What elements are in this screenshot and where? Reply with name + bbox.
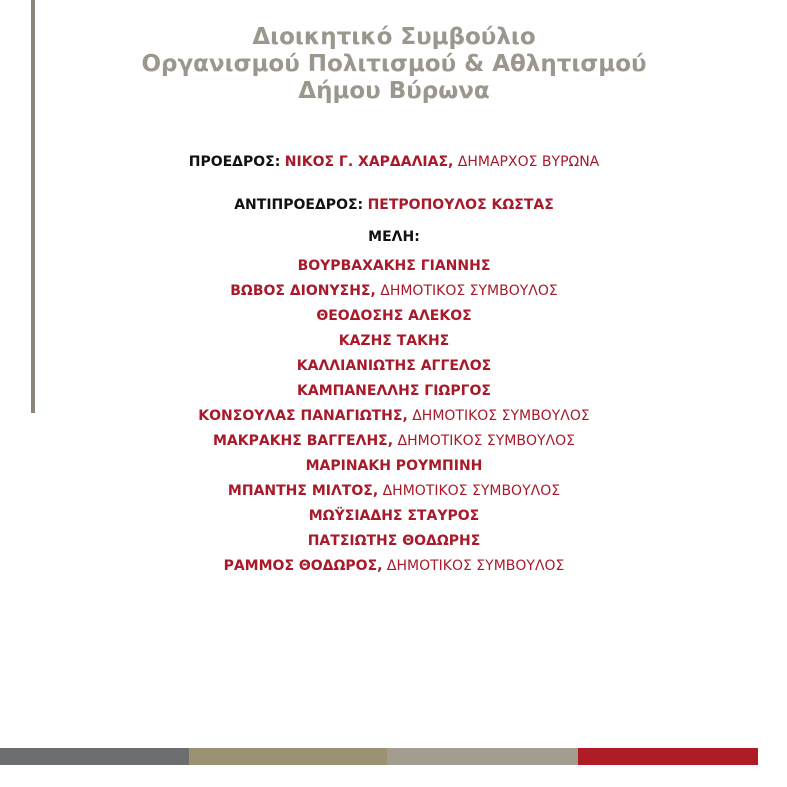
member-role: ΔΗΜΟΤΙΚΟΣ ΣΥΜΒΟΥΛΟΣ	[386, 558, 565, 574]
vice-president-row	[60, 197, 728, 213]
members-heading-row	[60, 229, 728, 245]
members-heading: ΜΕΛΗ:	[368, 229, 420, 245]
member-role: ΔΗΜΟΤΙΚΟΣ ΣΥΜΒΟΥΛΟΣ	[412, 408, 590, 424]
member-name: ΚΑΜΠΑΝΕΛΛΗΣ ΓΙΩΡΓΟΣ	[297, 383, 491, 399]
left-vertical-rule	[31, 0, 35, 413]
member-name: ΚΑΖΗΣ ΤΑΚΗΣ	[338, 333, 450, 349]
member-name: ΒΟΥΡΒΑΧΑΚΗΣ ΓΙΑΝΝΗΣ	[297, 258, 491, 274]
member-name: ΘΕΟΔΟΣΗΣ ΑΛΕΚΟΣ	[316, 308, 472, 324]
list-item	[60, 281, 728, 306]
list-item	[60, 431, 728, 456]
list-item	[60, 331, 728, 356]
title-line-1: Διοικητικό Συμβούλιο	[252, 24, 536, 50]
member-name: ΜΑΡΙΝΑΚΗ ΡΟΥΜΠΙΝΗ	[305, 458, 483, 474]
members-list	[60, 256, 728, 581]
list-item	[60, 256, 728, 281]
member-name: ΜΠΑΝΤΗΣ ΜΙΛΤΟΣ,	[227, 483, 379, 499]
president-name: ΝΙΚΟΣ Γ. ΧΑΡΔΑΛΙΑΣ,	[284, 154, 454, 170]
list-item	[60, 456, 728, 481]
vice-president-name: ΠΕΤΡΟΠΟΥΛΟΣ ΚΩΣΤΑΣ	[367, 197, 554, 213]
member-name: ΒΩΒΟΣ ΔΙΟΝΥΣΗΣ,	[230, 283, 376, 299]
list-item	[60, 356, 728, 381]
footer-bar-segment-taupe	[387, 748, 578, 765]
member-name: ΠΑΤΣΙΩΤΗΣ ΘΟΔΩΡΗΣ	[307, 533, 481, 549]
footer-bar-segment-red	[578, 748, 758, 765]
member-role: ΔΗΜΟΤΙΚΟΣ ΣΥΜΒΟΥΛΟΣ	[397, 433, 575, 449]
member-name: ΜΩΫΣΙΑΔΗΣ ΣΤΑΥΡΟΣ	[308, 508, 480, 524]
member-name: ΚΟΝΣΟΥΛΑΣ ΠΑΝΑΓΙΩΤΗΣ,	[198, 408, 408, 424]
member-role: ΔΗΜΟΤΙΚΟΣ ΣΥΜΒΟΥΛΟΣ	[382, 483, 561, 499]
list-item	[60, 506, 728, 531]
president-row	[60, 154, 728, 170]
president-role: ΔΗΜΑΡΧΟΣ ΒΥΡΩΝΑ	[457, 154, 600, 170]
vice-president-label: ΑΝΤΙΠΡΟΕΔΡΟΣ:	[234, 197, 364, 213]
list-item	[60, 306, 728, 331]
president-label: ΠΡΟΕΔΡΟΣ:	[188, 154, 281, 170]
list-item	[60, 531, 728, 556]
footer-bar-segment-olive	[189, 748, 387, 765]
list-item	[60, 406, 728, 431]
footer-bar-segment-gray	[0, 748, 189, 765]
list-item	[60, 556, 728, 581]
member-name: ΚΑΛΛΙΑΝΙΩΤΗΣ ΑΓΓΕΛΟΣ	[296, 358, 492, 374]
page-title	[60, 24, 728, 105]
member-role: ΔΗΜΟΤΙΚΟΣ ΣΥΜΒΟΥΛΟΣ	[380, 283, 558, 299]
member-name: ΜΑΚΡΑΚΗΣ ΒΑΓΓΕΛΗΣ,	[213, 433, 394, 449]
list-item	[60, 381, 728, 406]
title-line-3: Δήμου Βύρωνα	[298, 78, 490, 104]
title-line-2: Οργανισμού Πολιτισμού & Αθλητισμού	[141, 51, 647, 77]
member-name: ΡΑΜΜΟΣ ΘΟΔΩΡΟΣ,	[223, 558, 383, 574]
list-item	[60, 481, 728, 506]
